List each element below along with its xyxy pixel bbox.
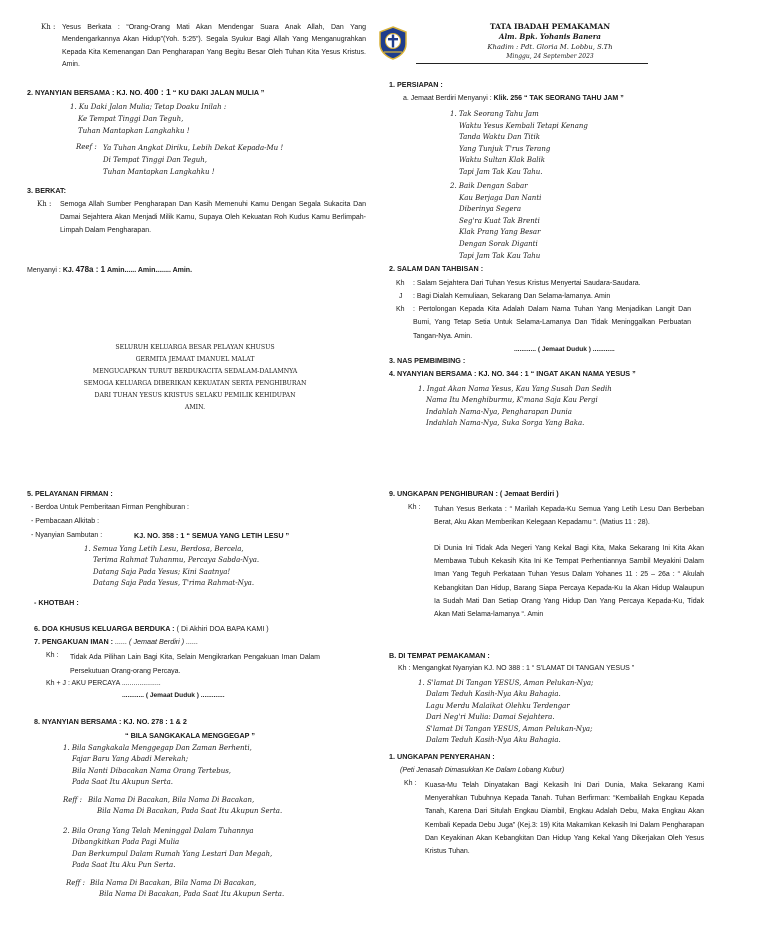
verse-line: Waktu Yesus Kembali Tetapi Kenang [459, 121, 588, 130]
salam-text: : Salam Sejahtera Dari Tuhan Yesus Kristus Menyertai Saudara-Saudara. [413, 280, 641, 287]
song-verse-2 [63, 826, 272, 872]
penghiburan-kh: Kh : [408, 504, 421, 511]
verse-line: Dari Neg'ri Mulia: Damai Sejahtera. [426, 713, 555, 722]
firman-item: - Pembacaan Alkitab : [31, 518, 100, 525]
condolence-message [50, 342, 340, 414]
section-title: NYANYIAN BERSAMA : KJ. NO. 344 : 1 “ INGAT AKAN NAMA YESUS ” [397, 369, 636, 378]
menyanyi-label: Menyanyi : [27, 267, 61, 274]
verse-line: Diberinya Segera [459, 205, 522, 214]
section-number: 8. [34, 717, 40, 726]
song-verse-1 [450, 109, 588, 179]
condolence-line: MENGUCAPKAN TURUT BERDUKACITA SEDALAM-DALAMNYA [92, 368, 298, 375]
section-number: 1. [389, 752, 395, 761]
section-number: 4. [389, 369, 395, 378]
verse-line: Nama Itu Menghiburmu, K'mana Saja Kau Pergi [426, 396, 598, 405]
reff-line: Ya Tuhan Angkat Diriku, Lebih Dekat Kepada-Mu ! [103, 144, 284, 152]
verse-line: Indahlah Nama-Nya, Suka Sorga Yang Baka. [426, 419, 585, 428]
verse-line: Ke Tempat Tinggi Dan Teguh, [78, 115, 184, 123]
section-number: 3. [389, 356, 395, 365]
section-number: 2. [27, 88, 33, 97]
aku-percaya-line [46, 679, 161, 689]
salam-row [396, 277, 696, 290]
salam-text: : Pertolongan Kepada Kita Adalah Dalam Nama Tuhan Yang Menjadikan Langit Dan Bumi, Yang Tetap Setia Untuk Selama-Lamanya Dan Tidak Meninggalkan Perbuatan Tangan-Nya. Amin. [413, 306, 691, 340]
section-note: ...... ( Jemaat Berdiri ) ...... [115, 637, 199, 646]
penyerahan-kh: Kh : [404, 780, 417, 787]
verse-line: Dibangkitkan Pada Pagi Mulia [72, 838, 180, 847]
verse-line: Bila Nanti Dibacakan Nama Orang Tertebus, [72, 766, 232, 775]
iman-kh: Kh : [46, 652, 59, 659]
service-date: Minggu, 24 September 2023 [506, 53, 594, 60]
section-1-heading [389, 80, 443, 90]
verse-line: 2. Baik Dengan Sabar [450, 182, 528, 190]
berkat-kh: Kh : [37, 200, 52, 208]
aku-percaya-text: AKU PERCAYA .................... [71, 680, 161, 687]
reff-line: Bila Nama Di Bacakan, Bila Nama Di Bacakan, [88, 796, 255, 804]
penyerahan-note: (Peti Jenasah Dimasukkan Ke Dalam Lobang Kubur) [400, 767, 565, 774]
section-number: 5. [27, 489, 33, 498]
section-title: PELAYANAN FIRMAN : [35, 489, 113, 498]
reff-label: Reff : [63, 796, 82, 804]
section-title: SALAM DAN TAHBISAN : [397, 264, 484, 273]
verse-line: Dalam Teduh Kasih-Nya Aku Bahagia. [426, 690, 561, 699]
section-3-heading [389, 356, 465, 366]
song-reff-2 [90, 878, 284, 901]
document-title: TATA IBADAH PEMAKAMAN [489, 22, 611, 31]
speaker: Kh + J : [46, 680, 70, 687]
condolence-line: SEMOGA KELUARGA DIBERIKAN KEKUATAN SERTA PENGHIBURAN [83, 380, 307, 387]
section-b-heading [389, 651, 490, 661]
salam-row [396, 303, 696, 340]
berkat-text: Semoga Allah Sumber Pengharapan Dan Kasih Memenuhi Kamu Dengan Segala Sukacita Dan Damai Sejahtera Akan Menjadi Milik Kamu, Supaya Oleh Kekuatan Roh Kudus Kamu Berlimpah-Limpah Dalam Pengharapan. [60, 201, 366, 234]
speaker: Kh [396, 280, 405, 287]
section-number: 7. [34, 637, 40, 646]
verse-line: Dalam Teduh Kasih-Nya Aku Bahagia. [426, 736, 561, 745]
section-4-heading [389, 369, 636, 379]
reff-line: Tuhan Mantapkan Langkahku ! [103, 168, 215, 176]
verse-line: Tapi Jam Tak Kau Tahu. [459, 167, 543, 176]
penyerahan-heading [389, 752, 495, 762]
section-number: 2. [389, 264, 395, 273]
section-number: 9. [389, 489, 395, 498]
section-number: 3. [27, 186, 33, 195]
salam-block [396, 277, 696, 340]
verse-line: Datang Saja Pada Yesus, T'rima Rahmat-Nya. [93, 579, 255, 588]
verse-line: Seg'ra Kuat Tak Brenti [459, 216, 540, 225]
verse-line: 1. S'lamat Di Tangan YESUS, Aman Pelukan-Nya; [418, 679, 594, 687]
salam-text: : Bagi Dialah Kemuliaan, Sekarang Dan Selama-lamanya. Amin [413, 293, 611, 300]
verse-line: Fajar Baru Yang Abadi Merekah; [72, 755, 189, 764]
verse-line: 1. Tak Seorang Tahu Jam [450, 110, 539, 118]
song-title: “ KU DAKI JALAN MULIA ” [172, 88, 265, 97]
section-6-heading [34, 624, 269, 634]
verse-line: Waktu Sultan Klak Balik [459, 156, 545, 165]
menyanyi-kj: KJ. [62, 267, 74, 274]
verse-line: Terima Rahmat Tuhanmu, Percaya Sabda-Nya. [93, 556, 260, 565]
reff-line: Bila Nama Di Bacakan, Pada Saat Itu Akupun Serta. [97, 807, 283, 816]
persiapan-song: Klik. 256 “ TAK SEORANG TAHU JAM ” [493, 95, 624, 102]
verse-line: Datang Saja Pada Yesus; Kini Saatnya! [93, 567, 231, 576]
speaker: Kh : [398, 665, 411, 672]
song-verse-2 [450, 181, 541, 262]
section-2-heading [389, 264, 483, 274]
menyanyi-amin: Amin...... Amin........ Amin. [106, 267, 193, 274]
verse-line: 1. Semua Yang Letih Lesu, Berdosa, Bercela, [84, 545, 244, 553]
speaker: Kh [396, 306, 405, 313]
reff-label: Reef : [76, 143, 97, 151]
pemakaman-text: Mengangkat Nyanyian KJ. NO 388 : 1 “ S'LAMAT DI TANGAN YESUS ” [412, 665, 635, 672]
section-title: UNGKAPAN PENGHIBURAN : [397, 489, 498, 498]
menyanyi-line [27, 264, 192, 276]
section-title: BERKAT: [35, 186, 67, 195]
iman-text: Tidak Ada Pilihan Lain Bagi Kita, Selain Mengikrarkan Pengakuan Iman Dalam Persekutuan Orang-orang Percaya. [70, 654, 320, 675]
section-9-heading [389, 489, 559, 499]
section-note: ( Di Akhiri DOA BAPA KAMI ) [176, 624, 269, 633]
song-verse [418, 678, 593, 746]
condolence-line: DARI TUHAN YESUS KRISTUS SELAKU PEMILIK KEHIDUPAN [94, 392, 296, 399]
penghiburan-p2: Di Dunia Ini Tidak Ada Negeri Yang Kekal Bagi Kita, Maka Sekarang Ini Kita Akan Membawa Tubuh Kekasih Kita Ini Ke Tempat Perhentiannya Sambil Meyakini Dalam Iman Yang Teguh Perkataan Tuhan Yesus Dalam Yohanes 11 : 25 – 26a : “ Akulah Kebangkitan Dan Hidup, Barang Siapa Percaya Kepada-Ku Ia Akan Hidup Walaupun Ia Sudah Mati Dan Setiap Orang Yang Hidup Dan Yang Percaya Kepada-Ku, Tidak Akan Mati Selama-lamanya “. Amin [434, 545, 704, 619]
verse-line: Yang Tunjuk T'rus Terang [459, 144, 551, 153]
khadim-line: Khadim : Pdt. Gloria M. Lobbu, S.Th [487, 43, 613, 51]
song-verse [84, 544, 259, 590]
song-title: “ BILA SANGKAKALA MENGGEGAP ” [125, 731, 255, 740]
khotbah-label: - KHOTBAH : [34, 598, 79, 607]
section-title: UNGKAPAN PENYERAHAN : [397, 752, 495, 761]
reff-line: Bila Nama Di Bacakan, Pada Saat Itu Akupun Serta. [99, 890, 285, 899]
song-verse [418, 384, 612, 430]
condolence-line: GERMITA JEMAAT IMANUEL MALAT [135, 356, 255, 363]
reff-line: Di Tempat Tinggi Dan Teguh, [103, 156, 208, 164]
menyanyi-number: 478a : 1 [75, 265, 106, 274]
church-logo-icon [378, 26, 408, 60]
firman-item: - Nyanyian Sambutan : [31, 532, 103, 539]
section-8-heading [34, 717, 187, 727]
song-verse-1 [63, 743, 252, 789]
verse-line: Pada Saat Itu Akupun Serta. [72, 778, 173, 787]
salam-row [396, 290, 696, 303]
verse-line: Lagu Merdu Malaikat Olehku Terdengar [426, 701, 570, 710]
verse-line: Tapi Jam Tak Kau Tahu [459, 251, 541, 260]
persiapan-text: a. Jemaat Berdiri Menyanyi : [403, 95, 492, 102]
verse-line: 1. Ingat Akan Nama Yesus, Kau Yang Susah Dan Sedih [418, 385, 612, 393]
sambutan-song: KJ. NO. 358 : 1 “ SEMUA YANG LETIH LESU ” [134, 531, 290, 540]
verse-line: 1. Bila Sangkakala Menggegap Dan Zaman Berhenti, [63, 744, 252, 752]
condolence-line: AMIN. [184, 404, 206, 411]
penyerahan-text: Kuasa-Mu Telah Dinyatakan Bagi Kekasih Ini Dari Dunia, Maka Sekarang Kami Menyerahkan Tubuhnya Kepada Tanah. Tuhan Berfirman: “Kembalilah Engkau Kepada Tanah, Karena Dari Situlah Engkau Diambil, Engkau Adalah Debu, Maka Engkau Akan Kembali Kepada Debu Juga” (Kej.3: 19) Kita Makamkan Kekasih Ini Dalam Pengharapan Dan Keyakinan Akan Kebangkitan Dan Hidup Yang Kekal Yang Dikerjakan Oleh Yesus Kristus Tuhan. [425, 782, 704, 856]
verse-line: S'lamat Di Tangan YESUS, Aman Pelukan-Nya; [426, 724, 593, 733]
verse-line: Pada Saat Itu Aku Pun Serta. [72, 861, 176, 870]
closing-text: Yesus Berkata : “Orang-Orang Mati Akan Mendengar Suara Anak Allah, Dan Yang Mendengarkannya Akan Hidup”(Yoh. 5:25”). Segala Syukur Bagi Allah Yang Menganugrahkan Kepada Kita Kemenangan Dan Pengharapan Yang Begitu Besar Oleh Tuhan Kita Yesus Kristus. Amin. [62, 24, 366, 68]
jemaat-duduk-note: ............ ( Jemaat Duduk ) ............ [514, 346, 615, 353]
verse-line: 2. Bila Orang Yang Telah Meninggal Dalam Tuhannya [63, 827, 254, 835]
verse-line: 1. Ku Daki Jalan Mulia; Tetap Doaku Inilah : [70, 103, 227, 111]
verse-line: Indahlah Nama-Nya, Pengharapan Dunia [426, 407, 572, 416]
section-number: 6. [34, 624, 40, 633]
song-verse [70, 101, 226, 137]
section-number: 1. [389, 80, 395, 89]
section-7-heading [34, 637, 198, 647]
penghiburan-p1: Tuhan Yesus Berkata : “ Marilah Kepada-Ku Semua Yang Letih Lesu Dan Berbeban Berat, Aku Akan Memberikan Kelegaan Kepadamu “. (Matius 11 : 28). [434, 506, 704, 527]
reff-label: Reff : [66, 879, 85, 887]
speaker: J [399, 293, 403, 300]
section-number: B. [389, 651, 397, 660]
verse-line: Tanda Waktu Dan Titik [459, 133, 540, 142]
song-reff [103, 142, 283, 178]
section-title: PENGAKUAN IMAN : [42, 637, 114, 646]
section-title: NYANYIAN BERSAMA : KJ. NO. 278 : 1 & 2 [42, 717, 187, 726]
verse-line: Dan Berkumpul Dalam Rumah Yang Lestari Dan Megah, [72, 849, 273, 858]
jemaat-duduk-note: ............ ( Jemaat Duduk ) ............. [122, 692, 225, 699]
section-title: PERSIAPAN : [397, 80, 443, 89]
section-title: NYANYIAN BERSAMA : KJ. NO. [35, 88, 143, 97]
deceased-name: Alm. Bpk. Yohanis Banera [499, 32, 601, 41]
section-5-heading [27, 489, 113, 499]
document-header [440, 22, 660, 62]
condolence-line: SELURUH KELUARGA BESAR PELAYAN KHUSUS [115, 344, 275, 351]
section-title: NAS PEMBIMBING : [397, 356, 466, 365]
song-reff-1 [88, 795, 282, 818]
header-divider [416, 63, 648, 64]
verse-line: Dengan Sorak Diganti [459, 239, 538, 248]
persiapan-line [403, 94, 624, 104]
section-note: ( Jemaat Berdiri ) [499, 489, 559, 498]
section-title: DI TEMPAT PEMAKAMAN : [398, 651, 490, 660]
pemakaman-line [398, 664, 634, 674]
verse-line: Klak Prang Yang Besar [459, 228, 541, 237]
verse-line: Tuhan Mantapkan Langkahku ! [78, 127, 190, 135]
section-2-heading [27, 86, 264, 98]
verse-line: Kau Berjaga Dan Nanti [459, 193, 542, 202]
reff-line: Bila Nama Di Bacakan, Bila Nama Di Bacakan, [90, 879, 257, 887]
song-number: 400 : 1 [144, 87, 171, 97]
firman-item: - Berdoa Untuk Pemberitaan Firman Penghiburan : [31, 504, 189, 511]
closing-kh: Kh : [41, 23, 56, 31]
section-title: DOA KHUSUS KELUARGA BERDUKA : [42, 624, 175, 633]
section-3-heading [27, 186, 66, 196]
